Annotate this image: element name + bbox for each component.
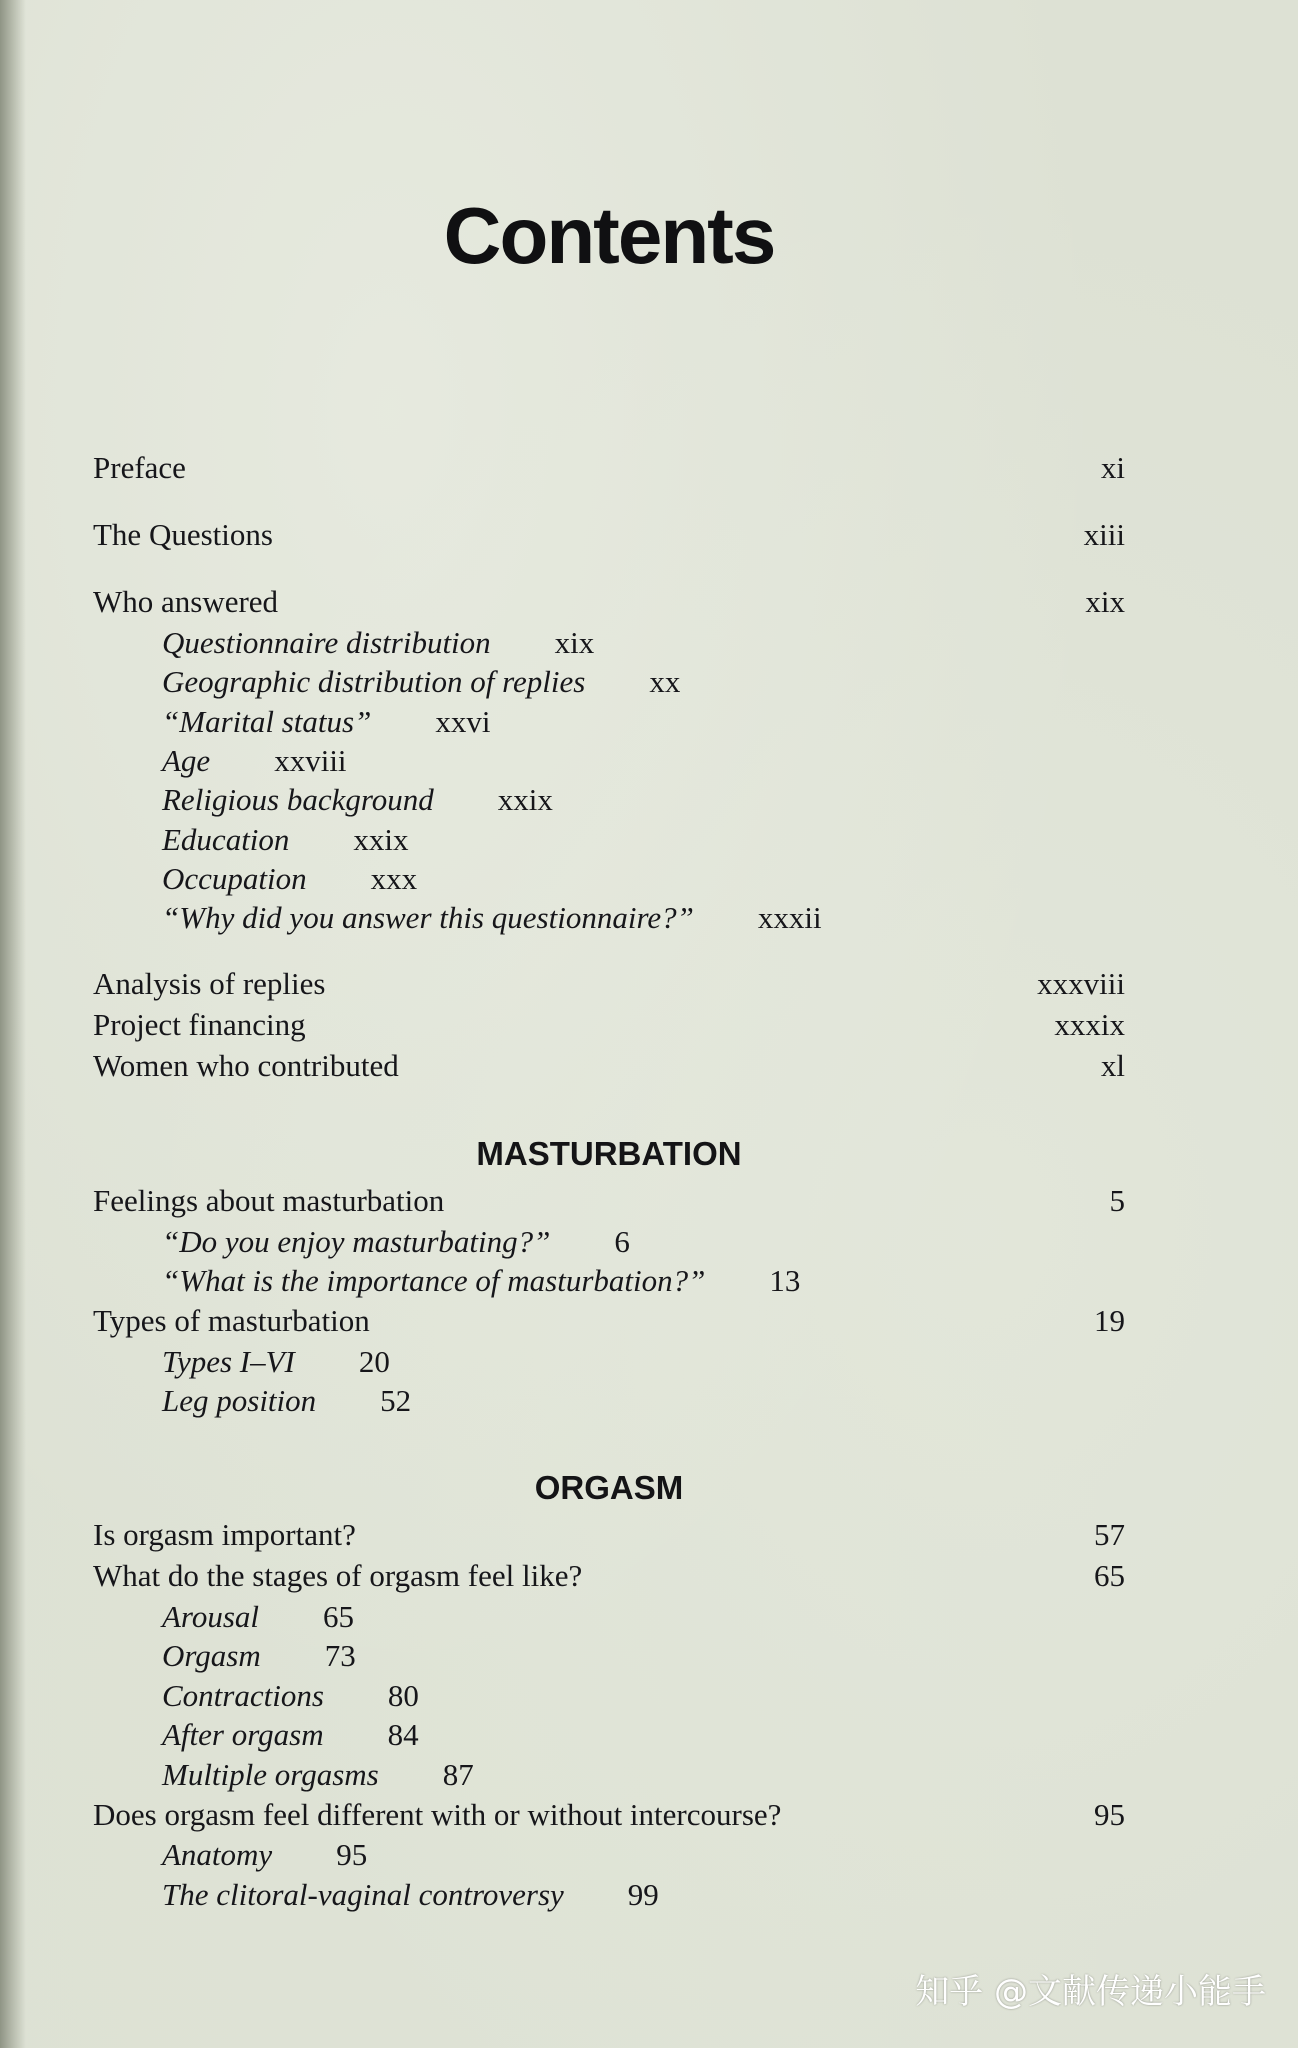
toc-subentry-page: xxviii: [274, 743, 347, 778]
toc-subentry-page: xxxii: [757, 900, 822, 935]
toc-subentry-label: “Why did you answer this questionnaire?”: [162, 900, 694, 935]
toc-entry-financing: [93, 1005, 1125, 1045]
toc-subentry-label: “What is the importance of masturbation?”: [162, 1263, 706, 1298]
toc-subentry-label: Multiple orgasms: [162, 1757, 379, 1792]
toc-subentry-page: xxix: [497, 782, 553, 817]
toc-subentry-page: 99: [627, 1877, 659, 1912]
toc-subentry-page: xx: [649, 664, 681, 699]
toc-subentry-page: 20: [358, 1344, 390, 1379]
section-heading-orgasm: ORGASM: [534, 1469, 684, 1506]
toc-entry-page: xxxix: [1054, 1007, 1125, 1042]
toc-subentry-page: 87: [442, 1757, 474, 1792]
toc-entry-page: 95: [1094, 1797, 1125, 1832]
toc-entry-preface: [93, 448, 1125, 488]
toc-entry-who-answered: [93, 582, 1125, 622]
watermark-text: 知乎 @文献传递小能手: [915, 1972, 1266, 2012]
toc-entry-page: xxxviii: [1037, 966, 1125, 1001]
toc-entry-label: What do the stages of orgasm feel like?: [93, 1558, 583, 1593]
toc-subentry-label: “Do you enjoy masturbating?”: [162, 1224, 551, 1259]
toc-subentry: [162, 702, 490, 742]
toc-subentry-label: Geographic distribution of replies: [162, 664, 586, 699]
toc-subentry-label: The clitoral-vaginal controversy: [162, 1877, 564, 1912]
toc-subentry-label: Occupation: [162, 861, 307, 896]
toc-subentry-page: xix: [554, 625, 595, 660]
toc-subentry-label: Age: [162, 743, 211, 778]
toc-subentry: [162, 741, 347, 781]
toc-subentry-label: Leg position: [162, 1383, 317, 1418]
toc-subentry-page: xxx: [370, 861, 418, 896]
toc-subentry-page: 84: [387, 1717, 419, 1752]
toc-entry: [93, 1556, 1125, 1596]
toc-entry-page: 19: [1094, 1303, 1125, 1338]
toc-subentry-page: xxvi: [435, 704, 491, 739]
toc-entry-page: xl: [1100, 1048, 1125, 1083]
toc-subentry-label: Education: [162, 822, 290, 857]
toc-entry-label: Women who contributed: [93, 1048, 399, 1083]
toc-subentry: [162, 1875, 659, 1915]
toc-entry: [93, 1795, 1125, 1835]
toc-subentry-label: Religious background: [162, 782, 434, 817]
toc-subentry: [162, 859, 417, 899]
toc-entry-label: The Questions: [93, 517, 273, 552]
toc-entry-page: xix: [1085, 584, 1125, 619]
toc-entry-label: Who answered: [93, 584, 279, 619]
toc-entry-page: xi: [1100, 450, 1125, 485]
toc-entry-label: Does orgasm feel different with or without intercourse?: [93, 1797, 782, 1832]
toc-subentry: [162, 1835, 367, 1875]
toc-entry-analysis: [93, 964, 1125, 1004]
toc-entry-label: Types of masturbation: [93, 1303, 370, 1338]
toc-subentry-label: After orgasm: [162, 1717, 324, 1752]
section-heading-masturbation: MASTURBATION: [476, 1135, 742, 1172]
toc-subentry: [162, 1636, 356, 1676]
toc-entry-questions: [93, 515, 1125, 555]
toc-subentry: [162, 1715, 419, 1755]
toc-subentry: [162, 820, 409, 860]
toc-subentry: [162, 662, 680, 702]
toc-entry-label: Analysis of replies: [93, 966, 326, 1001]
toc-entry-page: 5: [1109, 1183, 1125, 1218]
toc-subentry-page: 80: [387, 1678, 419, 1713]
toc-subentry-page: xxix: [353, 822, 409, 857]
toc-subentry: [162, 1342, 390, 1382]
toc-subentry: [162, 623, 594, 663]
toc-subentry-label: Contractions: [162, 1678, 324, 1713]
toc-subentry-label: “Marital status”: [162, 704, 372, 739]
toc-subentry-label: Anatomy: [162, 1837, 273, 1872]
toc-subentry: [162, 898, 822, 938]
toc-entry-label: Feelings about masturbation: [93, 1183, 445, 1218]
toc-subentry-page: 73: [324, 1638, 356, 1673]
toc-entry-label: Is orgasm important?: [93, 1517, 356, 1552]
toc-entry: [93, 1301, 1125, 1341]
toc-subentry-label: Orgasm: [162, 1638, 261, 1673]
toc-subentry-page: 13: [769, 1263, 801, 1298]
toc-subentry-page: 95: [336, 1837, 368, 1872]
toc-entry-page: 57: [1094, 1517, 1125, 1552]
page-title: Contents: [443, 191, 775, 280]
toc-entry-label: Project financing: [93, 1007, 306, 1042]
toc-subentry-page: 65: [323, 1599, 355, 1634]
toc-subentry-label: Arousal: [162, 1599, 260, 1634]
toc-subentry: [162, 1755, 474, 1795]
toc-subentry-page: 6: [614, 1224, 630, 1259]
toc-entry-contributors: [93, 1046, 1125, 1086]
toc-subentry: [162, 1676, 419, 1716]
toc-subentry-label: Questionnaire distribution: [162, 625, 491, 660]
toc-entry-page: xiii: [1083, 517, 1125, 552]
toc-subentry-label: Types I–VI: [162, 1344, 295, 1379]
toc-subentry: [162, 1381, 411, 1421]
toc-entry-page: 65: [1094, 1558, 1125, 1593]
page-spine-shadow: [0, 0, 26, 2048]
toc-subentry: [162, 780, 553, 820]
toc-subentry-page: 52: [380, 1383, 412, 1418]
toc-subentry: [162, 1222, 630, 1262]
toc-entry: [93, 1181, 1125, 1221]
toc-entry: [93, 1515, 1125, 1555]
toc-subentry: [162, 1597, 354, 1637]
toc-entry-label: Preface: [93, 450, 186, 485]
toc-subentry: [162, 1261, 800, 1301]
